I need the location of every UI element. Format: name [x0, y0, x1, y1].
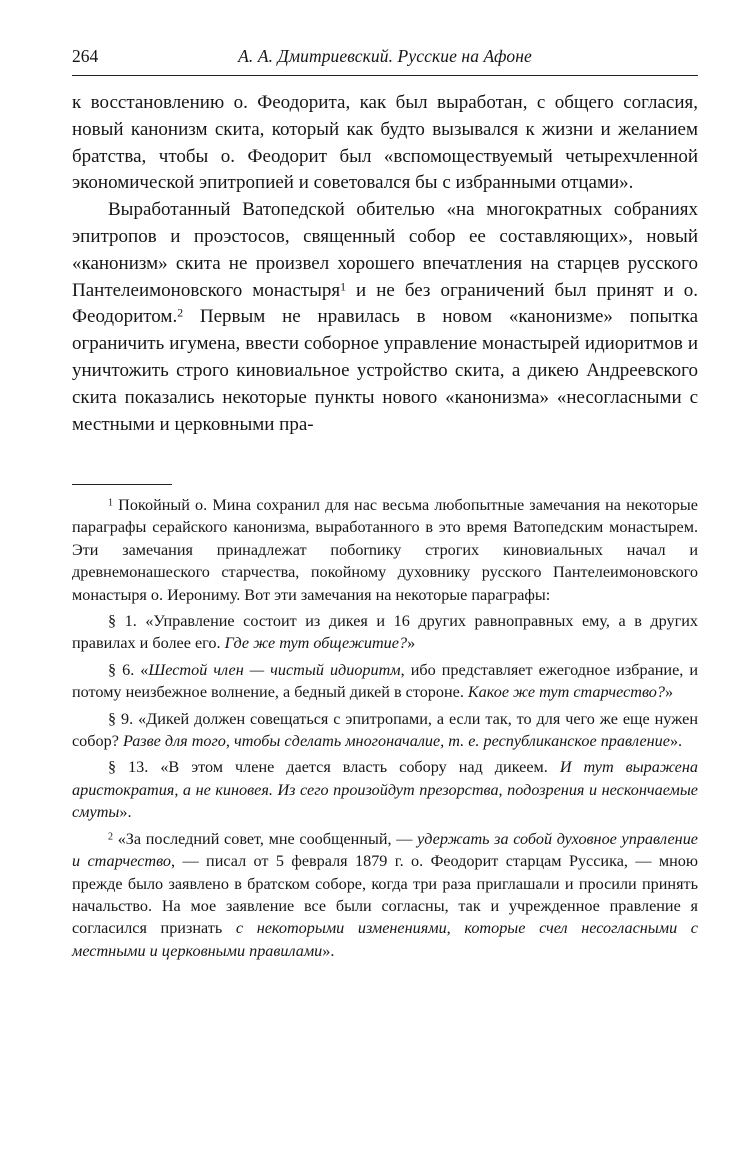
footnote-1-number: 1 — [108, 497, 114, 509]
section-6-text: , ибо представляет ежегодное избрание, и потому неизбежное волнение, а бедный дикей в стороне. — [72, 660, 699, 702]
section-13-italic: И тут выражена аристократия, а не киновея. Из сего произойдут презорства, подозрения и нескончаемые смуты — [72, 758, 698, 822]
paragraph-2-part-b: и не без ограничений был принят и о. Феодоритом. — [72, 279, 698, 328]
paragraph-1-text: к восстановлению о. Феодорита, как был выработан, с общего согласия, новый канонизм скита, который как будто вызывался к жизни и желанием братства, чтобы о. Феодорит был «вспомоществуемый четырехчленной экономической эпитропией и советовался бы с избранными отцами». — [72, 92, 698, 194]
footnote-separator — [72, 484, 172, 485]
footnote-section-6 — [72, 659, 698, 704]
footnote-1 — [72, 494, 698, 606]
header-rule — [72, 75, 698, 76]
paragraph-2-part-c: Первым не нравилась в новом «канонизме» попытка ограничить игумена, ввести соборное управление монастырей идиоритмов и уничтожить строго киновиальное устройство скита, а дикею Андреевского скита показались некоторые пункты нового «канонизма» «несогласными с местными и церковными пра- — [72, 306, 698, 435]
footnote-ref-1[interactable]: 1 — [340, 280, 346, 294]
page-number: 264 — [72, 46, 99, 66]
footnote-2-italic-2: с некоторыми изменениями, которые счел несогласными с местными и церковными правилами — [72, 919, 698, 960]
running-head: А. А. Дмитриевский. Русские на Афоне — [238, 46, 532, 66]
footnote-2-text-b: , — писал от 5 февраля 1879 г. о. Феодорит старцам Руссика, — мною прежде было заявлено в братском соборе, когда три раза приглашали и просили принять начальство. На мое заявление все были согласны, так и учрежденное правление я согласился признать — [72, 852, 698, 938]
main-text — [72, 90, 698, 438]
section-1-text: § 1. «Управление состоит из дикея и 16 других равноправных ему, а в других правилах и более его. — [72, 612, 698, 653]
footnote-ref-2[interactable]: 2 — [177, 307, 184, 321]
section-6-open: § 6. « — [108, 660, 149, 679]
paragraph-2 — [72, 197, 698, 438]
footnote-1-text: Покойный о. Мина сохранил для нас весьма любопытные замечания на некоторые параграфы серайского канонизма, выработанного в это время Ватопедским монастырем. Эти замечания принадлежат побornику строгих киновиальных начал и древнемонашеского старчества, покойному духовнику русского Пантелеимоновского монастыря о. Иерониму. Вот эти замечания на некоторые параграфы: — [72, 496, 698, 604]
section-9-close: ». — [669, 732, 683, 751]
section-13-text: § 13. «В этом члене дается власть собору над дикеем. — [108, 758, 560, 777]
footnote-section-13 — [72, 756, 698, 823]
paragraph-1 — [72, 90, 698, 197]
page-header — [72, 42, 698, 78]
section-6-close: » — [664, 683, 674, 702]
section-6-italic-1: Шестой член — чистый идиоритм — [148, 660, 401, 679]
section-9-italic: Разве для того, чтобы сделать многоначалие, т. е. республиканское правление — [122, 732, 670, 751]
footnote-2-italic-1: удержать за собой духовное управление и старчество — [72, 829, 698, 871]
footnote-section-9 — [72, 708, 698, 753]
footnote-2-number: 2 — [108, 831, 114, 843]
section-13-close: ». — [119, 803, 132, 822]
footnotes — [72, 494, 698, 962]
footnote-2-text-a: «За последний совет, мне сообщенный, — — [113, 829, 418, 848]
footnote-section-1 — [72, 610, 698, 655]
section-9-text: § 9. «Дикей должен совещаться с эпитропами, а если так, то для чего же еще нужен собор? — [72, 709, 698, 751]
paragraph-2-part-a: Выработанный Ватопедской обителью «на многократных собраниях эпитропов и проэстосов, священный собор ее составляющих», новый «канонизм» скита не произвел хорошего впечатления на старцев русского Пантелеимоновского монастыря — [72, 199, 698, 301]
footnote-2-close: ». — [322, 941, 335, 960]
section-1-close: » — [407, 634, 416, 653]
section-6-italic-2: Какое же тут старчество? — [467, 683, 665, 702]
section-1-italic: Где же тут общежитие? — [224, 634, 408, 653]
footnote-2 — [72, 828, 698, 962]
